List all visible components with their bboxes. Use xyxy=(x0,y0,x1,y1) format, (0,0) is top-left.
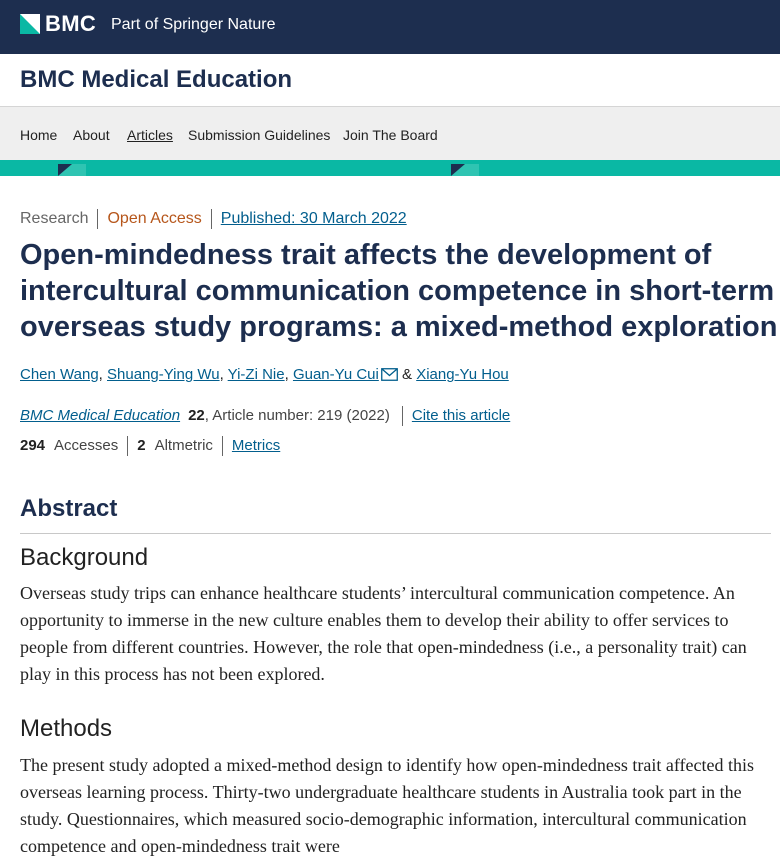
author-separator: , xyxy=(98,366,107,383)
citation-volume: 22 xyxy=(188,407,205,424)
background-text: Overseas study trips can enhance healthcare students’ intercultural communication competence. An opportunity to immerse in the new culture enables them to develop their ability to offer services to people from different countries. However, the role that open-mindedness (i.e., a personality trait) can play in this process has not been explored. xyxy=(20,583,747,684)
cite-this-article-link[interactable]: Cite this article xyxy=(411,407,511,424)
altmetric-count: 2 xyxy=(137,437,146,454)
nav-home[interactable]: Home xyxy=(20,127,58,143)
author-link[interactable]: Guan-Yu Cui xyxy=(292,366,379,383)
nav-submission-guidelines[interactable]: Submission Guidelines xyxy=(188,127,331,143)
author-link[interactable]: Yi-Zi Nie xyxy=(227,366,285,383)
citation-journal-link[interactable]: BMC Medical Education xyxy=(20,407,181,424)
accesses-count: 294 xyxy=(20,437,46,454)
metrics-link[interactable]: Metrics xyxy=(231,437,281,454)
altmetric-label: Altmetric xyxy=(154,437,213,454)
accesses-label: Accesses xyxy=(54,437,119,454)
nav-about[interactable]: About xyxy=(73,127,110,143)
background-heading: Background xyxy=(20,544,149,571)
author-link[interactable]: Xiang-Yu Hou xyxy=(416,366,509,383)
author-list xyxy=(20,365,509,387)
accent-stripe xyxy=(0,160,780,176)
article-metrics xyxy=(20,436,280,456)
divider xyxy=(222,436,223,456)
divider xyxy=(97,209,98,229)
bmc-logo[interactable] xyxy=(20,13,96,35)
article-type: Research xyxy=(20,210,89,227)
divider xyxy=(402,406,403,426)
abstract-divider xyxy=(20,533,771,534)
abstract-heading: Abstract xyxy=(20,495,118,522)
author-separator: , xyxy=(284,366,293,383)
author-link[interactable]: Chen Wang xyxy=(20,366,99,383)
mail-icon[interactable] xyxy=(381,367,398,387)
published-date-link[interactable]: Published: 30 March 2022 xyxy=(220,210,407,227)
citation-article-number: , Article number: 219 (2022) xyxy=(204,407,390,424)
nav-join-the-board[interactable]: Join The Board xyxy=(343,127,438,143)
article-meta xyxy=(20,209,407,229)
stripe-decoration xyxy=(451,164,465,176)
methods-heading: Methods xyxy=(20,715,113,742)
brand-name: BMC xyxy=(45,11,97,36)
bmc-logo-icon xyxy=(20,14,40,34)
brand-tagline[interactable]: Part of Springer Nature xyxy=(111,16,276,33)
divider xyxy=(127,436,128,456)
journal-title[interactable]: BMC Medical Education xyxy=(20,66,293,93)
author-separator: & xyxy=(397,366,417,383)
site-header xyxy=(0,0,780,54)
stripe-decoration xyxy=(58,164,72,176)
article-title: Open-mindedness trait affects the development of intercultural communication competence in short-term overseas study programs: a mixed-method exploration xyxy=(20,239,778,343)
nav-articles[interactable]: Articles xyxy=(127,127,173,143)
author-separator: , xyxy=(219,366,228,383)
divider xyxy=(211,209,212,229)
citation-line xyxy=(20,406,510,426)
methods-text: The present study adopted a mixed-method design to identify how open-mindedness trait affected this overseas learning process. Thirty-two undergraduate healthcare students in Australia took part in the study. Questionnaires, which measured socio-demographic information, intercultural communication competence and open-mindedness trait were xyxy=(20,755,754,856)
author-link[interactable]: Shuang-Ying Wu xyxy=(107,366,220,383)
open-access-badge: Open Access xyxy=(107,210,202,227)
